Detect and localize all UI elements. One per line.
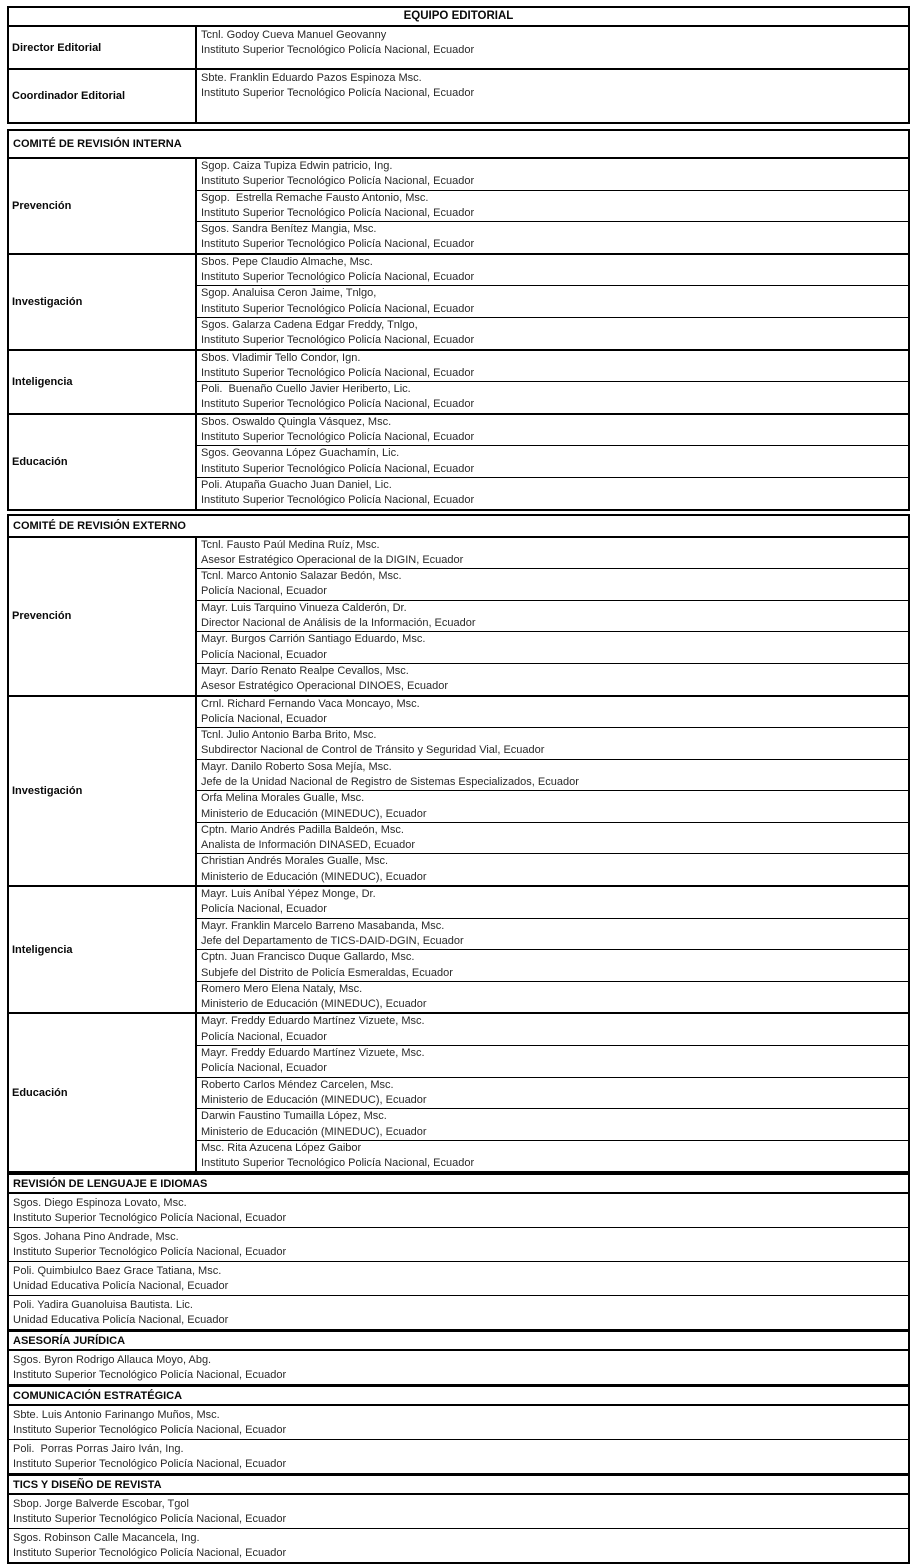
member-affiliation: Policía Nacional, Ecuador	[201, 903, 327, 916]
role-label: Investigación	[9, 255, 197, 349]
member-entry	[9, 1296, 908, 1330]
member-entry	[197, 191, 908, 223]
member-name: Crnl. Richard Fernando Vaca Moncayo, Msc.	[201, 697, 420, 710]
member-entry	[197, 854, 908, 885]
member-affiliation: Director Nacional de Análisis de la Información, Ecuador	[201, 617, 476, 630]
member-name: Cptn. Juan Francisco Duque Gallardo, Msc.	[201, 951, 415, 964]
member-entry	[197, 1109, 908, 1141]
role-label: Investigación	[9, 697, 197, 886]
member-name: Tcnl. Marco Antonio Salazar Bedón, Msc.	[201, 570, 402, 583]
member-name: Tcnl. Fausto Paúl Medina Ruíz, Msc.	[201, 538, 380, 551]
member-affiliation: Jefe del Departamento de TICS-DAID-DGIN, Ecuador	[201, 934, 464, 947]
member-entry	[197, 415, 908, 447]
member-name: Christian Andrés Morales Gualle, Msc.	[201, 855, 389, 868]
member-affiliation: Unidad Educativa Policía Nacional, Ecuador	[13, 1280, 229, 1293]
member-entry	[197, 791, 908, 823]
title-leadership-block	[7, 6, 910, 124]
member-affiliation: Instituto Superior Tecnológico Policía Nacional, Ecuador	[13, 1547, 287, 1560]
member-affiliation: Instituto Superior Tecnológico Policía Nacional, Ecuador	[201, 431, 475, 444]
member-entry	[197, 664, 908, 695]
member-name: Sbte. Luis Antonio Farinango Muños, Msc.	[13, 1409, 220, 1422]
member-name: Sgos. Johana Pino Andrade, Msc.	[13, 1231, 179, 1244]
member-affiliation: Instituto Superior Tecnológico Policía Nacional, Ecuador	[201, 398, 475, 411]
member-affiliation: Policía Nacional, Ecuador	[201, 712, 327, 725]
member-name: Poli. Quimbiulco Baez Grace Tatiana, Msc.	[13, 1265, 222, 1278]
member-affiliation: Instituto Superior Tecnológico Policía Nacional, Ecuador	[201, 494, 475, 507]
group-entries	[197, 351, 908, 413]
member-entry	[197, 318, 908, 349]
section-heading: COMITÉ DE REVISIÓN INTERNA	[9, 131, 908, 159]
member-affiliation: Instituto Superior Tecnológico Policía Nacional, Ecuador	[201, 271, 475, 284]
member-entry	[9, 1228, 908, 1262]
member-name: Mayr. Freddy Eduardo Martínez Vizuete, Msc.	[201, 1047, 425, 1060]
member-name: Poli. Yadira Guanoluisa Bautista. Lic.	[13, 1299, 193, 1312]
member-name: Sgos. Sandra Benítez Mangia, Msc.	[201, 223, 377, 236]
member-name: Mayr. Franklin Marcelo Barreno Masabanda, Msc.	[201, 919, 445, 932]
committee-block	[7, 514, 910, 1174]
flat-sections-block	[7, 1173, 910, 1564]
role-group	[9, 887, 908, 1014]
member-name: Sbos. Pepe Claudio Almache, Msc.	[201, 255, 373, 268]
member-affiliation: Instituto Superior Tecnológico Policía Nacional, Ecuador	[201, 175, 475, 188]
member-entry	[197, 982, 908, 1013]
leadership-row	[9, 27, 908, 70]
role-group	[9, 1014, 908, 1171]
leadership-row	[9, 70, 908, 122]
member-affiliation: Instituto Superior Tecnológico Policía Nacional, Ecuador	[13, 1458, 287, 1471]
member-affiliation: Ministerio de Educación (MINEDUC), Ecuador	[201, 807, 427, 820]
member-affiliation: Policía Nacional, Ecuador	[201, 585, 327, 598]
member-affiliation: Instituto Superior Tecnológico Policía Nacional, Ecuador	[201, 44, 475, 57]
leadership-rows	[9, 27, 908, 122]
member-name: Tcnl. Julio Antonio Barba Brito, Msc.	[201, 729, 377, 742]
member-entry	[197, 823, 908, 855]
member-affiliation: Instituto Superior Tecnológico Policía Nacional, Ecuador	[201, 334, 475, 347]
member-entry	[197, 919, 908, 951]
member-affiliation: Instituto Superior Tecnológico Policía Nacional, Ecuador	[201, 462, 475, 475]
member-affiliation: Analista de Información DINASED, Ecuador	[201, 839, 415, 852]
member-entry	[9, 1495, 908, 1529]
member-name: Sgop. Estrella Remache Fausto Antonio, Msc.	[201, 191, 429, 204]
group-entries	[197, 697, 908, 886]
member-entry	[197, 446, 908, 478]
member-affiliation: Subjefe del Distrito de Policía Esmeraldas, Ecuador	[201, 966, 453, 979]
member-name: Sgos. Diego Espinoza Lovato, Msc.	[13, 1197, 187, 1210]
role-group	[9, 415, 908, 509]
member-name: Sgos. Robinson Calle Macancela, Ing.	[13, 1532, 200, 1545]
member-name: Sgop. Caiza Tupiza Edwin patricio, Ing.	[201, 160, 393, 172]
member-name: Sgos. Geovanna López Guachamín, Lic.	[201, 447, 400, 460]
member-affiliation: Asesor Estratégico Operacional de la DIGIN, Ecuador	[201, 553, 464, 566]
member-name: Mayr. Luis Aníbal Yépez Monge, Dr.	[201, 888, 376, 901]
member-entry	[197, 222, 908, 253]
committee-block	[7, 129, 910, 511]
member-affiliation: Instituto Superior Tecnológico Policía Nacional, Ecuador	[201, 238, 475, 251]
member-affiliation: Instituto Superior Tecnológico Policía Nacional, Ecuador	[13, 1246, 287, 1259]
group-entries	[197, 255, 908, 349]
member-affiliation: Jefe de la Unidad Nacional de Registro de Sistemas Especializados, Ecuador	[201, 775, 579, 788]
member-affiliation: Instituto Superior Tecnológico Policía Nacional, Ecuador	[13, 1212, 287, 1225]
member-affiliation: Policía Nacional, Ecuador	[201, 648, 327, 661]
group-entries	[197, 538, 908, 695]
member-affiliation: Ministerio de Educación (MINEDUC), Ecuador	[201, 998, 427, 1011]
member-name: Darwin Faustino Tumailla López, Msc.	[201, 1110, 387, 1123]
member-name: Orfa Melina Morales Gualle, Msc.	[201, 792, 365, 805]
role-label: Educación	[9, 1014, 197, 1171]
member-affiliation: Unidad Educativa Policía Nacional, Ecuador	[13, 1314, 229, 1327]
member-entry	[197, 887, 908, 919]
member-entry	[197, 1046, 908, 1078]
member-entry	[197, 538, 908, 570]
member-affiliation: Policía Nacional, Ecuador	[201, 1062, 327, 1075]
member-entry	[9, 1262, 908, 1296]
member-affiliation: Instituto Superior Tecnológico Policía Nacional, Ecuador	[201, 206, 475, 219]
member-affiliation: Ministerio de Educación (MINEDUC), Ecuador	[201, 1093, 427, 1106]
section-heading: TICS Y DISEÑO DE REVISTA	[9, 1474, 908, 1495]
member-entry	[9, 1351, 908, 1385]
role-label: Educación	[9, 415, 197, 509]
member-entry	[197, 728, 908, 760]
group-entries	[197, 1014, 908, 1171]
role-group	[9, 255, 908, 351]
member-name: Sgos. Byron Rodrigo Allauca Moyo, Abg.	[13, 1354, 212, 1367]
member-affiliation: Instituto Superior Tecnológico Policía Nacional, Ecuador	[201, 1157, 475, 1170]
member-entry	[197, 255, 908, 287]
member-entry	[197, 1014, 908, 1046]
group-entries	[197, 415, 908, 509]
member-entry	[197, 697, 908, 729]
member-entry	[197, 351, 908, 383]
member-entry	[197, 601, 908, 633]
group-entries	[197, 887, 908, 1012]
member-name: Sbos. Vladimir Tello Condor, Ign.	[201, 351, 361, 364]
member-name: Mayr. Danilo Roberto Sosa Mejía, Msc.	[201, 760, 392, 773]
section-heading: REVISIÓN DE LENGUAJE E IDIOMAS	[9, 1175, 908, 1194]
section-heading: ASESORÍA JURÍDICA	[9, 1330, 908, 1351]
member-entry	[9, 1529, 908, 1562]
member-entry	[197, 70, 908, 122]
member-entry	[197, 632, 908, 664]
member-name: Mayr. Burgos Carrión Santiago Eduardo, Msc.	[201, 633, 426, 646]
member-name: Poli. Porras Porras Jairo Iván, Ing.	[13, 1443, 184, 1456]
member-entry-lines	[197, 28, 908, 59]
member-affiliation: Instituto Superior Tecnológico Policía Nacional, Ecuador	[201, 302, 475, 315]
member-affiliation: Ministerio de Educación (MINEDUC), Ecuador	[201, 870, 427, 883]
member-entry	[197, 1078, 908, 1110]
member-entry	[197, 950, 908, 982]
member-affiliation: Instituto Superior Tecnológico Policía Nacional, Ecuador	[13, 1424, 287, 1437]
section-heading: COMITÉ DE REVISIÓN EXTERNO	[9, 516, 908, 538]
role-group	[9, 351, 908, 415]
committee-blocks	[7, 129, 910, 1173]
member-affiliation: Instituto Superior Tecnológico Policía Nacional, Ecuador	[13, 1369, 287, 1382]
member-name: Tcnl. Godoy Cueva Manuel Geovanny	[201, 29, 387, 41]
member-entry	[197, 27, 908, 68]
member-name: Sbte. Franklin Eduardo Pazos Espinoza Msc.	[201, 72, 422, 84]
member-name: Msc. Rita Azucena López Gaibor	[201, 1141, 362, 1154]
member-entry	[197, 478, 908, 509]
member-name: Mayr. Freddy Eduardo Martínez Vizuete, Msc.	[201, 1015, 425, 1028]
page-title: EQUIPO EDITORIAL	[9, 8, 908, 27]
member-entry	[197, 1141, 908, 1172]
member-name: Poli. Buenaño Cuello Javier Heriberto, Lic.	[201, 383, 411, 396]
member-entry	[197, 569, 908, 601]
member-name: Romero Mero Elena Nataly, Msc.	[201, 982, 363, 995]
member-name: Mayr. Darío Renato Realpe Cevallos, Msc.	[201, 664, 409, 677]
role-group	[9, 159, 908, 255]
role-group	[9, 538, 908, 697]
role-group	[9, 697, 908, 888]
member-entry	[197, 382, 908, 413]
member-affiliation: Policía Nacional, Ecuador	[201, 1030, 327, 1043]
member-name: Sgop. Analuisa Ceron Jaime, Tnlgo,	[201, 287, 377, 300]
member-name: Sgos. Galarza Cadena Edgar Freddy, Tnlgo,	[201, 318, 418, 331]
member-entry	[9, 1194, 908, 1228]
role-label: Prevención	[9, 538, 197, 695]
member-entry	[197, 286, 908, 318]
member-entry	[197, 159, 908, 191]
role-label: Inteligencia	[9, 887, 197, 1012]
member-name: Poli. Atupaña Guacho Juan Daniel, Lic.	[201, 478, 392, 491]
member-name: Mayr. Luis Tarquino Vinueza Calderón, Dr.	[201, 601, 407, 614]
group-entries	[197, 159, 908, 253]
member-affiliation: Ministerio de Educación (MINEDUC), Ecuador	[201, 1125, 427, 1138]
member-name: Sbos. Oswaldo Quingla Vásquez, Msc.	[201, 415, 392, 428]
member-entry	[9, 1406, 908, 1440]
role-label: Director Editorial	[9, 27, 197, 68]
member-name: Cptn. Mario Andrés Padilla Baldeón, Msc.	[201, 823, 404, 836]
role-label: Prevención	[9, 159, 197, 253]
member-affiliation: Asesor Estratégico Operacional DINOES, Ecuador	[201, 680, 449, 693]
member-affiliation: Instituto Superior Tecnológico Policía Nacional, Ecuador	[13, 1513, 287, 1526]
member-entry	[9, 1440, 908, 1474]
member-affiliation: Subdirector Nacional de Control de Tránsito y Seguridad Vial, Ecuador	[201, 744, 545, 757]
member-entry-lines	[197, 71, 908, 102]
member-affiliation: Instituto Superior Tecnológico Policía Nacional, Ecuador	[201, 87, 475, 100]
section-heading: COMUNICACIÓN ESTRATÉGICA	[9, 1385, 908, 1406]
member-affiliation: Instituto Superior Tecnológico Policía Nacional, Ecuador	[201, 366, 475, 379]
member-entry	[197, 760, 908, 792]
member-name: Roberto Carlos Méndez Carcelen, Msc.	[201, 1078, 394, 1091]
role-label: Inteligencia	[9, 351, 197, 413]
member-name: Sbop. Jorge Balverde Escobar, Tgol	[13, 1498, 189, 1511]
role-label: Coordinador Editorial	[9, 70, 197, 122]
